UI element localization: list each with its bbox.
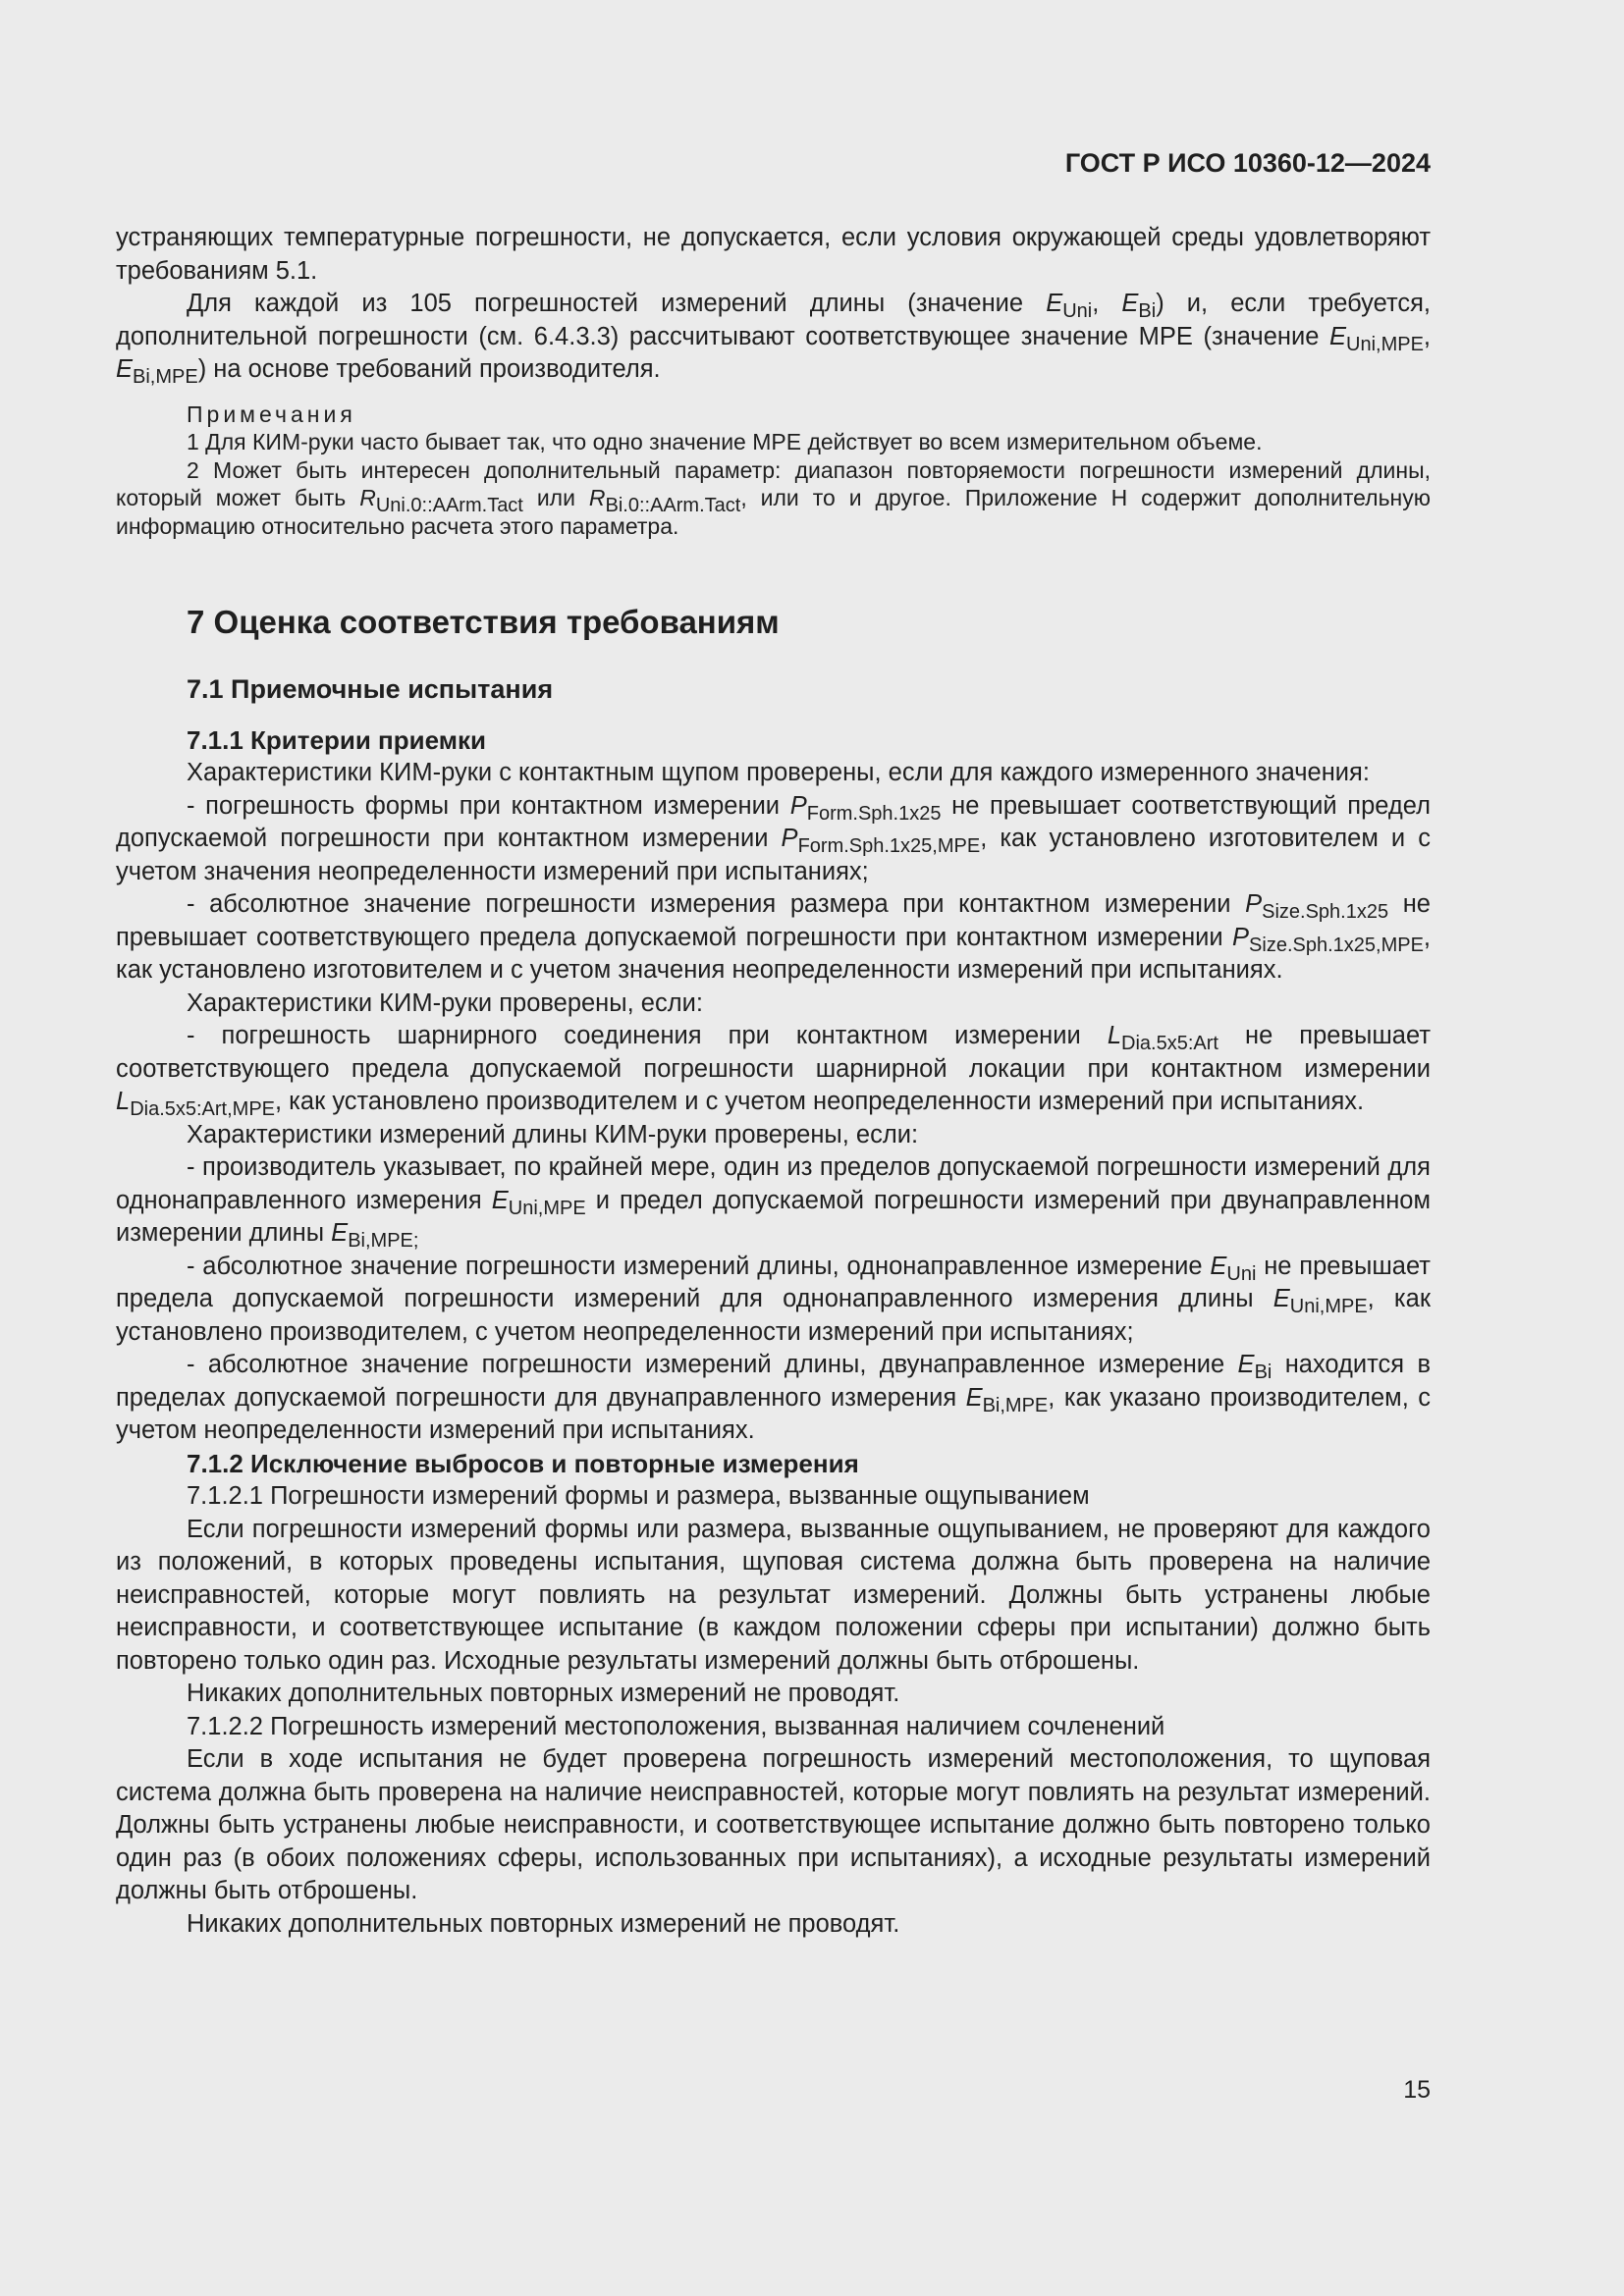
math-subscript: Bi,MPE bbox=[133, 366, 198, 388]
note-2: 2 Может быть интересен дополнительный параметр: диапазон повторяемости погрешности измерений длины, который может быть $R_{Uni.0::AArm.Tact}$ или $R_{Bi.0::AArm.Tact}$, или то и другое. Приложение H содержит дополнительную информацию относительно расчета этого параметра. bbox=[116, 456, 1432, 539]
section-7-1-2-2-heading: 7.1.2.2 Погрешность измерений местоположения, вызванная наличием сочленений bbox=[187, 1712, 1165, 1740]
math-symbol: E bbox=[331, 1219, 349, 1247]
section-7-1-2-heading: 7.1.2 Исключение выбросов и повторные измерения bbox=[187, 1448, 859, 1478]
math-subscript: Form.Sph.1x25,MPE bbox=[797, 835, 981, 857]
criterion-form-error: - погрешность формы при контактном измерении $P_{Form.Sph.1x25}$ не превышает соответствующий предел допускаемой погрешности при контактном измерении $P_{Form.Sph.1x25,MPE}$, как установлено изготовителем и с учетом значения неопределенности измерений при испытаниях; bbox=[116, 791, 1432, 885]
paragraph-7-1-1-intro: Характеристики КИМ-руки с контактным щупом проверены, если для каждого измеренного значения: bbox=[187, 759, 1370, 786]
criterion-unidirectional-error: - абсолютное значение погрешности измерений длины, однонаправленное измерение $E_{Uni}$ не превышает предела допускаемой погрешности измерений для однонаправленного измерения длины $E_{Uni,MPE}$, как установлено производителем, с учетом неопределенности измерений при испытаниях; bbox=[116, 1252, 1431, 1346]
math-symbol: E bbox=[1046, 290, 1063, 317]
paragraph-no-repeats-1: Никаких дополнительных повторных измерений не проводят. bbox=[187, 1680, 900, 1707]
math-symbol: E bbox=[1328, 322, 1346, 350]
math-symbol: E bbox=[965, 1383, 983, 1412]
math-symbol: R bbox=[359, 485, 376, 510]
note-1: 1 Для КИМ-руки часто бывает так, что одно значение MPE действует во всем измерительном объеме. bbox=[187, 429, 1263, 454]
math-symbol: P bbox=[1245, 890, 1263, 918]
intro-paragraph-1: устраняющих температурные погрешности, не допускается, если условия окружающей среды удовлетворяют требованиям 5.1. bbox=[116, 224, 1431, 285]
section-7-1-2-1-heading: 7.1.2.1 Погрешности измерений формы и размера, вызванные ощупыванием bbox=[187, 1482, 1090, 1510]
page-number: 15 bbox=[1403, 2076, 1431, 2104]
paragraph-probing-errors: Если погрешности измерений формы или размера, вызванные ощупыванием, не проверяют для каждого из положений, в которых проведены испытания, щуповая система должна быть проверена на наличие неисправностей, которые могут повлиять на результат измерений. Должны быть устранены любые неисправности, и соответствующее испытание (в каждом положении сферы при испытании) должно быть повторено только один раз. Исходные результаты измерений должны быть отброшены. bbox=[116, 1515, 1431, 1675]
math-subscript: Uni,MPE bbox=[1289, 1296, 1368, 1317]
math-subscript: Bi bbox=[1254, 1362, 1272, 1383]
math-symbol: L bbox=[1107, 1022, 1121, 1049]
document-header: ГОСТ Р ИСО 10360-12—2024 bbox=[1064, 148, 1431, 178]
intro-paragraph-2: Для каждой из 105 погрешностей измерений длины (значение $E_{Uni}$, $E_{Bi}$) и, если требуется, дополнительной погрешности (см. 6.4.3.3) рассчитывают соответствующее значение MPE (значение $E_{Uni,MPE}$, $E_{Bi,MPE}$) на основе требований производителя. bbox=[116, 290, 1431, 388]
math-symbol: E bbox=[1237, 1351, 1255, 1378]
criterion-manufacturer-mpe: - производитель указывает, по крайней мере, один из пределов допускаемой погрешности измерений для однонаправленного измерения $E_{Uni,MPE}$ и предел допускаемой погрешности измерений при двунаправленном измерении длины $E_{Bi,MPE;}$ bbox=[116, 1153, 1432, 1252]
math-subscript: Uni bbox=[1062, 300, 1093, 322]
math-subscript: Dia.5x5:Art,MPE bbox=[130, 1098, 276, 1120]
math-symbol: E bbox=[1121, 290, 1139, 317]
math-subscript: Bi,MPE bbox=[982, 1394, 1049, 1416]
criterion-bidirectional-error: - абсолютное значение погрешности измерений длины, двунаправленное измерение $E_{Bi}$ находится в пределах допускаемой погрешности для двунаправленного измерения $E_{Bi,MPE}$, как указано производителем, с учетом неопределенности измерений при испытаниях. bbox=[116, 1351, 1432, 1444]
section-7-heading: 7 Оценка соответствия требованиям bbox=[187, 604, 780, 640]
math-subscript: Size.Sph.1x25 bbox=[1262, 901, 1389, 923]
math-symbol: E bbox=[491, 1186, 509, 1214]
math-symbol: E bbox=[116, 355, 134, 383]
paragraph-no-repeats-2: Никаких дополнительных повторных измерений не проводят. bbox=[187, 1909, 900, 1938]
math-symbol: L bbox=[116, 1088, 131, 1115]
math-subscript: Bi,MPE; bbox=[348, 1230, 419, 1252]
math-subscript: Uni bbox=[1226, 1262, 1257, 1285]
math-subscript: Uni,MPE bbox=[1346, 333, 1424, 355]
math-subscript: Size.Sph.1x25,MPE bbox=[1249, 934, 1424, 956]
math-subscript: Form.Sph.1x25 bbox=[806, 802, 942, 825]
section-7-1-1-heading: 7.1.1 Критерии приемки bbox=[187, 724, 486, 755]
math-symbol: R bbox=[588, 485, 606, 510]
math-subscript: Uni.0::AArm.Tact bbox=[375, 495, 523, 516]
math-subscript: Uni,MPE bbox=[508, 1197, 586, 1219]
math-symbol: P bbox=[789, 791, 807, 820]
math-symbol: E bbox=[1210, 1252, 1227, 1280]
paragraph-location-errors: Если в ходе испытания не будет проверена погрешность измерений местоположения, то щуповая система должна быть проверена на наличие неисправностей, которые могут повлиять на результат измерений. Должны быть устранены любые неисправности, и соответствующее испытание должно быть повторено только один раз (в обоих положениях сферы, использованных при испытаниях), а исходные результаты измерений должны быть отброшены. bbox=[116, 1745, 1431, 1904]
criterion-articulation-error: - погрешность шарнирного соединения при контактном измерении $L_{Dia.5x5:Art}$ не превышает соответствующего предела допускаемой погрешности шарнирной локации при контактном измерении $L_{Dia.5x5:Art,MPE}$, как установлено производителем и с учетом неопределенности измерений при испытаниях. bbox=[116, 1022, 1431, 1120]
math-symbol: P bbox=[781, 825, 798, 852]
criterion-size-error: - абсолютное значение погрешности измерения размера при контактном измерении $P_{Size.Sph.1x25}$ не превышает соответствующего предела допускаемой погрешности при контактном измерении $P_{Size.Sph.1x25,MPE}$, как установлено изготовителем и с учетом значения неопределенности измерений при испытаниях. bbox=[116, 890, 1431, 984]
section-7-1-heading: 7.1 Приемочные испытания bbox=[187, 674, 554, 704]
math-symbol: P bbox=[1232, 923, 1250, 951]
page-content bbox=[116, 222, 1431, 1941]
math-subscript: Bi bbox=[1138, 300, 1157, 322]
paragraph-length-intro: Характеристики измерений длины КИМ-руки проверены, если: bbox=[187, 1120, 919, 1148]
notes-title: Примечания bbox=[187, 400, 356, 427]
notes-block bbox=[116, 400, 1431, 541]
math-symbol: E bbox=[1272, 1285, 1290, 1312]
paragraph-articulation-intro: Характеристики КИМ-руки проверены, если: bbox=[187, 988, 703, 1017]
math-subscript: Dia.5x5:Art bbox=[1121, 1033, 1218, 1054]
math-subscript: Bi.0::AArm.Tact bbox=[605, 495, 741, 516]
